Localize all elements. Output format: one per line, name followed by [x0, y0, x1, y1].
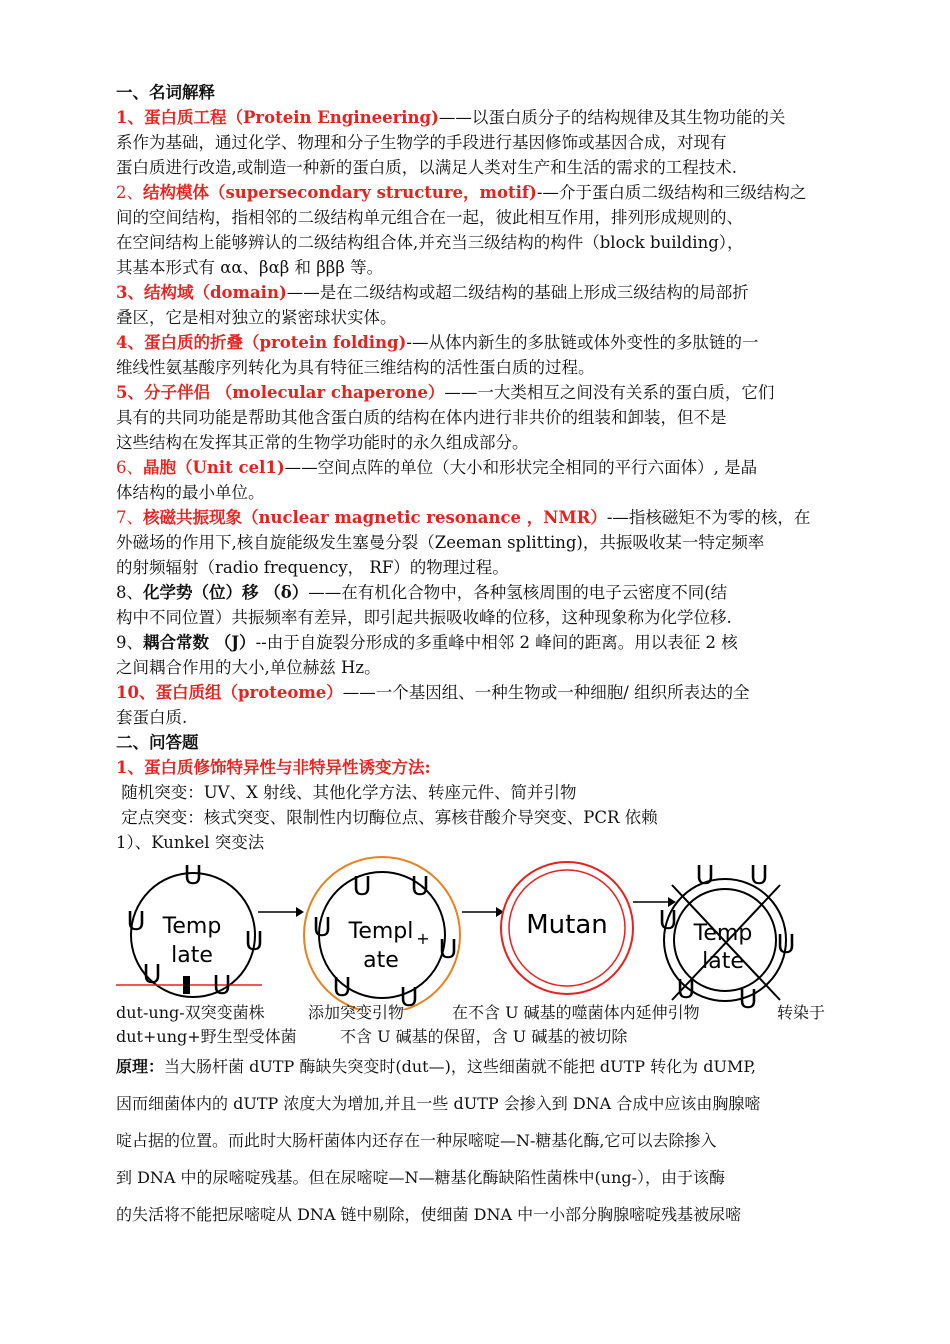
- definition-9: [116, 630, 836, 655]
- term: 耦合常数 （J）: [143, 633, 256, 652]
- definition-2: [116, 180, 836, 205]
- uracil-label: U: [438, 935, 458, 965]
- caption-extend-primer: 在不含 U 碱基的噬菌体内延伸引物: [452, 1003, 700, 1022]
- term: 1、蛋白质工程（Protein Engineering): [116, 108, 439, 127]
- definition-3: [116, 280, 836, 305]
- uracil-label: U: [352, 872, 372, 902]
- kunkel-heading: 1）、Kunkel 突变法: [116, 833, 265, 852]
- definition-text: -—介于蛋白质二级结构和三级结构之: [536, 183, 807, 202]
- uracil-label: U: [244, 927, 264, 957]
- term: 晶胞（Unit cel1): [143, 458, 285, 477]
- uracil-label: U: [749, 861, 769, 891]
- caption-transfect: 转染于: [777, 1003, 826, 1022]
- section-1-heading: 一、名词解释: [116, 83, 215, 102]
- question-1-title: 1、蛋白质修饰特异性与非特异性诱变方法:: [116, 758, 431, 777]
- definition-text: 的射频辐射（radio frequency， RF）的物理过程。: [116, 558, 509, 577]
- definition-text: -—从体内新生的多肽链或体外变性的多肽链的一: [406, 333, 759, 352]
- directed-mutation-line: 定点突变：核式突变、限制性内切酶位点、寡核苷酸介导突变、PCR 依赖: [116, 808, 658, 827]
- section-1: [116, 80, 836, 855]
- circle-2-label-top: Templ: [348, 919, 414, 944]
- principle-label: 原理：: [116, 1057, 165, 1076]
- principle-line-4: 到 DNA 中的尿嘧啶残基。但在尿嘧啶—N—糖基化酶缺陷性菌株中(ung-），由于该酶: [116, 1168, 726, 1187]
- definition-1: [116, 105, 836, 130]
- term: 核磁共振现象（nuclear magnetic resonance ，NMR）: [143, 508, 607, 527]
- uracil-label: U: [410, 872, 430, 902]
- definition-text: 构中不同位置）共振频率有差异，即引起共振吸收峰的位移，这种现象称为化学位移.: [116, 608, 732, 627]
- term-number: 6、: [116, 458, 143, 477]
- definition-8: [116, 580, 836, 605]
- kunkel-diagram: [0, 850, 950, 1010]
- term: 结构模体（supersecondary structure，motif): [143, 183, 537, 202]
- definition-text: 之间耦合作用的大小,单位赫兹 Hz。: [116, 658, 381, 677]
- definition-text: 系作为基础，通过化学、物理和分子生物学的手段进行基因修饰或基因合成，对现有: [116, 133, 727, 152]
- circle-3-label: Mutan: [526, 910, 608, 940]
- definition-text: 外磁场的作用下,核自旋能级发生塞曼分裂（Zeeman splitting)，共振吸收某一特定频率: [116, 533, 765, 552]
- definition-text: ——空间点阵的单位（大小和形状完全相同的平行六面体）, 是晶: [284, 458, 758, 477]
- definition-text: 其基本形式有 αα、βαβ 和 βββ 等。: [116, 258, 384, 277]
- uracil-label: U: [776, 930, 796, 960]
- term-number: 8、: [116, 583, 143, 602]
- principle-text: 当大肠杆菌 dUTP 酶缺失突变时(dut—)，这些细菌就不能把 dUTP 转化为 dUMP,: [164, 1057, 756, 1076]
- uracil-label: U: [142, 960, 162, 990]
- circle-2-label-bottom: ate: [363, 948, 399, 973]
- definition-text: ——在有机化合物中，各种氢核周围的电子云密度不同(结: [308, 583, 728, 602]
- principle-line-2: 因而细菌体内的 dUTP 浓度大为增加,并且一些 dUTP 会掺入到 DNA 合成中应该由胸腺嘧: [116, 1094, 761, 1113]
- section-2-heading: 二、问答题: [116, 733, 199, 752]
- arrow-1-head: [296, 907, 304, 917]
- caption-add-primer: 添加突变引物: [308, 1003, 405, 1022]
- circle-4-label-top: Temp: [693, 921, 753, 946]
- term: 10、蛋白质组（proteome）: [116, 683, 343, 702]
- random-mutation-line: 随机突变：UV、X 射线、其他化学方法、转座元件、简并引物: [116, 783, 577, 802]
- principle-line-5: 的失活将不能把尿嘧啶从 DNA 链中剔除，使细菌 DNA 中一小部分胸腺嘧啶残基被尿嘧: [116, 1205, 742, 1224]
- definition-text: 维线性氨基酸序列转化为具有特征三维结构的活性蛋白质的过程。: [116, 358, 595, 377]
- uracil-label: U: [658, 906, 678, 936]
- term: 5、分子伴侣 （molecular chaperone）: [116, 383, 445, 402]
- definition-text: 套蛋白质.: [116, 708, 188, 727]
- definition-4: [116, 330, 836, 355]
- caption-selection: 不含 U 碱基的保留，含 U 碱基的被切除: [340, 1027, 628, 1046]
- definition-text: -—指核磁矩不为零的核，在: [606, 508, 811, 527]
- principle-line-1: [116, 1048, 836, 1085]
- definition-text: 蛋白质进行改造,或制造一种新的蛋白质，以满足人类对生产和生活的需求的工程技术.: [116, 158, 737, 177]
- term: 4、蛋白质的折叠（protein folding): [116, 333, 407, 352]
- definition-7: [116, 505, 836, 530]
- definition-text: 间的空间结构，指相邻的二级结构单元组合在一起，彼此相互作用，排列形成规则的、: [116, 208, 743, 227]
- circle-1-label-bottom: late: [171, 943, 213, 968]
- circle-1-label-top: Temp: [162, 914, 222, 939]
- definition-5: [116, 380, 836, 405]
- uracil-label: U: [738, 985, 758, 1010]
- term-number: 7、: [116, 508, 143, 527]
- principle-paragraph: [116, 1048, 836, 1233]
- definition-text: --由于自旋裂分形成的多重峰中相邻 2 峰间的距离。用以表征 2 核: [255, 633, 738, 652]
- black-block: [183, 976, 190, 994]
- caption-strain: dut-ung-双突变菌株: [116, 1003, 265, 1022]
- definition-text: 体结构的最小单位。: [116, 483, 265, 502]
- uracil-label: U: [183, 861, 203, 891]
- definition-10: [116, 680, 836, 705]
- definition-text: ——一大类相互之间没有关系的蛋白质，它们: [444, 383, 775, 402]
- definition-text: ——以蛋白质分子的结构规律及其生物功能的关: [438, 108, 786, 127]
- term-number: 2、: [116, 183, 143, 202]
- term: 化学势（位）移 （δ）: [143, 583, 309, 602]
- definition-text: ——是在二级结构或超二级结构的基础上形成三级结构的局部折: [286, 283, 749, 302]
- uracil-label: U: [212, 971, 232, 1001]
- uracil-label: U: [312, 913, 332, 943]
- uracil-label: U: [676, 975, 696, 1005]
- caption-host: dut+ung+野生型受体菌: [116, 1027, 297, 1046]
- uracil-label: U: [695, 861, 715, 891]
- definition-text: 具有的共同功能是帮助其他含蛋白质的结构在体内进行非共价的组装和卸装，但不是: [116, 408, 727, 427]
- uracil-label: U: [332, 973, 352, 1003]
- definition-text: 在空间结构上能够辨认的二级结构组合体,并充当三级结构的构件（block building），: [116, 233, 744, 252]
- definition-6: [116, 455, 836, 480]
- uracil-label: U: [126, 907, 146, 937]
- circle-2-plus: +: [416, 929, 430, 948]
- definition-text: 叠区，它是相对独立的紧密球状实体。: [116, 308, 397, 327]
- term: 3、结构域（domain): [116, 283, 287, 302]
- term-number: 9、: [116, 633, 143, 652]
- principle-line-3: 啶占据的位置。而此时大肠杆菌体内还存在一种尿嘧啶—N-糖基化酶,它可以去除掺入: [116, 1131, 717, 1150]
- uracil-label: U: [399, 983, 419, 1010]
- circle-4-label-bottom: late: [702, 949, 744, 974]
- definition-text: 这些结构在发挥其正常的生物学功能时的永久组成部分。: [116, 433, 529, 452]
- definition-text: ——一个基因组、一种生物或一种细胞/ 组织所表达的全: [342, 683, 750, 702]
